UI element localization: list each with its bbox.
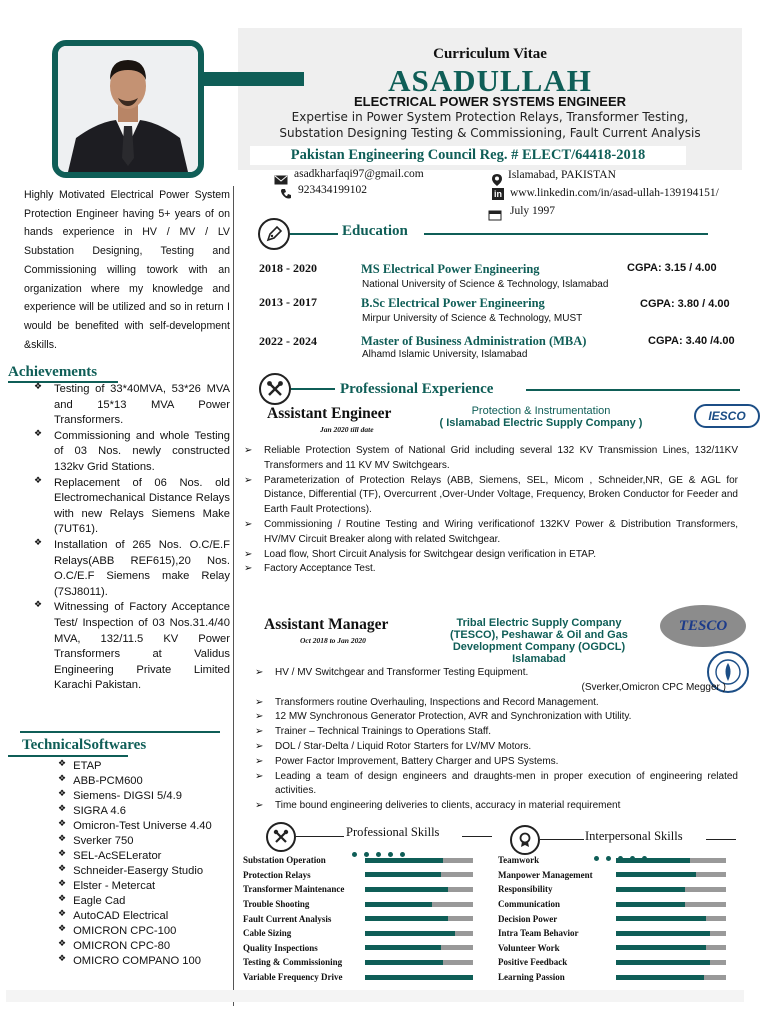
- email-icon: [274, 170, 290, 181]
- skill-bar: [365, 960, 473, 965]
- diamond-bullet-icon: ❖: [58, 774, 67, 784]
- responsibility: Transformers routine Overhauling, Inspections and Record Management.: [275, 696, 599, 708]
- skill-row: [498, 911, 738, 926]
- education-rule-left: [290, 233, 338, 235]
- arrow-bullet-icon: ➢: [244, 518, 253, 530]
- arrow-bullet-icon: ➢: [244, 548, 253, 560]
- soft-skills-rule-right: [706, 839, 736, 840]
- skill-bar: [365, 858, 473, 863]
- diamond-bullet-icon: ❖: [58, 924, 67, 934]
- skill-row: [498, 941, 738, 956]
- education-heading: Education: [342, 223, 408, 239]
- list-item: [255, 666, 738, 681]
- skill-label: Responsibility: [498, 884, 553, 895]
- list-item: [58, 924, 228, 939]
- list-item: [58, 789, 228, 804]
- interpersonal-skills-heading: Interpersonal Skills: [585, 829, 683, 843]
- skill-bar: [365, 931, 473, 936]
- cv-label: Curriculum Vitae: [433, 46, 547, 62]
- skill-row: [243, 926, 483, 941]
- arrow-bullet-icon: ➢: [255, 740, 264, 752]
- pro-skills-rule-right: [462, 836, 492, 837]
- experience-rule: [526, 389, 740, 391]
- software-name: Eagle Cad: [73, 895, 126, 907]
- candidate-role: ELECTRICAL POWER SYSTEMS ENGINEER: [353, 94, 627, 109]
- diamond-bullet-icon: ❖: [58, 864, 67, 874]
- skill-bar: [616, 858, 726, 863]
- skill-bar-fill: [616, 858, 690, 863]
- skill-bar-fill: [365, 902, 432, 907]
- responsibility: Commissioning / Routine Testing and Wiring verificationof 132KV Power & Distribution Transformers, HV/MV Circuit Breaker along with related Switchgear.: [264, 518, 738, 545]
- responsibility: DOL / Star-Delta / Liquid Rotor Starters for LV/MV Motors.: [275, 740, 532, 752]
- software-name: OMICRON CPC-100: [73, 925, 177, 937]
- job2-responsibilities: [255, 666, 738, 814]
- list-item: [58, 954, 228, 969]
- skill-label: Manpower Management: [498, 869, 593, 880]
- skill-row: [498, 868, 738, 883]
- responsibility: (Sverker,Omicron CPC Megger ): [581, 681, 726, 693]
- skill-row: [243, 882, 483, 897]
- list-item: [255, 681, 738, 696]
- skill-label: Substation Operation: [243, 855, 326, 866]
- pro-skills-heading: Professional Skills: [346, 825, 440, 839]
- education-degree: Master of Business Administration (MBA): [361, 334, 587, 348]
- skill-row: [498, 853, 738, 868]
- skill-row: [243, 853, 483, 868]
- software-name: OMICRO COMPANO 100: [73, 955, 201, 967]
- list-item: ❖ Commissioning and whole Testing of 03 Nos. newly constructed 132kv Grid Stations.: [34, 429, 230, 476]
- list-item: [255, 770, 738, 800]
- iesco-logo: IESCO: [694, 404, 760, 428]
- diamond-bullet-icon: ❖: [34, 428, 43, 439]
- skill-bar-fill: [616, 887, 685, 892]
- skill-bar: [616, 975, 726, 980]
- skill-bar-fill: [365, 975, 473, 980]
- tools-icon: [266, 822, 296, 852]
- skill-bar: [616, 872, 726, 877]
- education-school: Alhamd Islamic University, Islamabad: [362, 349, 528, 360]
- arrow-bullet-icon: ➢: [255, 696, 264, 708]
- skill-row: [243, 911, 483, 926]
- list-item: [58, 939, 228, 954]
- candidate-name: ASADULLAH: [388, 63, 592, 98]
- skill-bar-fill: [365, 931, 455, 936]
- responsibility: Factory Acceptance Test.: [264, 563, 376, 575]
- skill-label: Testing & Commissioning: [243, 957, 343, 968]
- diamond-bullet-icon: ❖: [34, 600, 43, 611]
- list-item: [255, 710, 738, 725]
- arrow-bullet-icon: [255, 681, 275, 696]
- education-icon: [258, 218, 290, 250]
- skill-bar: [616, 960, 726, 965]
- skill-bar-fill: [365, 858, 443, 863]
- skill-row: [243, 941, 483, 956]
- software-name: Omicron-Test Universe 4.40: [73, 820, 212, 832]
- responsibility: Parameterization of Protection Relays (ABB, Siemens, SEL, Micom , Schneider,NR, GE & AGL for Distance, Differential (TF), Overcurrent ,Over-Under Voltage, Frequency, Broken Conductor for Feeder and Earth Fault Protections).: [264, 474, 738, 516]
- list-item: [58, 894, 228, 909]
- profile-summary: Highly Motivated Electrical Power System Protection Engineer having 5+ years of on hands experience in HV / MV / LV Substation Designing, Testing and Commissioning willing towork with an organization where my knowledge and experience will be utilized and so in return I would be benefited with self-development &skills.: [24, 189, 230, 351]
- pro-skills-rule-left: [296, 836, 344, 837]
- education-cgpa: CGPA: 3.15 / 4.00: [627, 262, 717, 274]
- skill-bar: [616, 887, 726, 892]
- skill-bar-fill: [616, 902, 685, 907]
- list-item: [255, 725, 738, 740]
- skill-bar: [616, 931, 726, 936]
- arrow-bullet-icon: ➢: [244, 445, 253, 456]
- achievements-list: [34, 382, 230, 694]
- skill-row: [243, 955, 483, 970]
- arrow-bullet-icon: ➢: [255, 711, 264, 723]
- date-of-birth: July 1997: [510, 205, 556, 217]
- linkedin-url[interactable]: www.linkedin.com/in/asad-ullah-139194151/: [510, 187, 719, 199]
- company-name: Protection & Instrumentation ( Islamabad Electric Supply Company ): [439, 405, 643, 429]
- list-item: [58, 849, 228, 864]
- education-school: National University of Science & Technology, Islamabad: [362, 279, 609, 290]
- skill-bar: [365, 975, 473, 980]
- list-item: [244, 474, 738, 518]
- job-dates: Oct 2018 to Jan 2020: [300, 636, 366, 645]
- list-item: [244, 444, 738, 474]
- education-years: 2018 - 2020: [259, 261, 317, 275]
- education-rule: [424, 233, 708, 235]
- list-item: ❖ Testing of 33*40MVA, 53*26 MVA and 15*13 MVA Power Transformers.: [34, 382, 230, 429]
- education-degree: B.Sc Electrical Power Engineering: [361, 296, 545, 310]
- skill-label: Cable Sizing: [243, 928, 292, 939]
- email[interactable]: asadkharfaqi97@gmail.com: [294, 168, 424, 180]
- skill-bar: [365, 887, 473, 892]
- medal-icon: [510, 825, 540, 855]
- arrow-bullet-icon: ➢: [255, 770, 264, 782]
- skill-bar-fill: [616, 945, 706, 950]
- software-name: ETAP: [73, 760, 102, 772]
- skill-bar-fill: [365, 945, 441, 950]
- diamond-bullet-icon: ❖: [58, 894, 67, 904]
- education-cgpa: CGPA: 3.40 /4.00: [648, 335, 735, 347]
- software-name: AutoCAD Electrical: [73, 910, 169, 922]
- diamond-bullet-icon: ❖: [58, 849, 67, 859]
- software-name: SIGRA 4.6: [73, 805, 126, 817]
- education-school: Mirpur University of Science & Technology, MUST: [362, 313, 583, 324]
- list-item: [255, 740, 738, 755]
- software-name: OMICRON CPC-80: [73, 940, 171, 952]
- arrow-bullet-icon: ➢: [255, 667, 264, 678]
- skill-label: Volunteer Work: [498, 942, 560, 953]
- software-name: Schneider-Easergy Studio: [73, 865, 204, 877]
- software-name: Elster - Metercat: [73, 880, 156, 892]
- education-years: 2013 - 2017: [259, 295, 317, 309]
- list-item: [58, 909, 228, 924]
- skill-label: Communication: [498, 899, 561, 910]
- skill-label: Positive Feedback: [498, 957, 568, 968]
- skill-bar: [616, 945, 726, 950]
- diamond-bullet-icon: ❖: [58, 909, 67, 919]
- diamond-bullet-icon: ❖: [58, 939, 67, 949]
- software-rule-top: [20, 731, 220, 733]
- responsibility: Load flow, Short Circuit Analysis for Switchgear design verification in ETAP.: [264, 548, 597, 560]
- tesco-logo: TESCO: [660, 605, 746, 647]
- list-item: [58, 774, 228, 789]
- list-item: [244, 548, 738, 563]
- skill-label: Learning Passion: [498, 972, 565, 983]
- profile-photo: [52, 40, 204, 178]
- diamond-bullet-icon: ❖: [34, 382, 43, 392]
- software-name: ABB-PCM600: [73, 775, 143, 787]
- skill-label: Fault Current Analysis: [243, 913, 332, 924]
- diamond-bullet-icon: ❖: [34, 475, 43, 486]
- responsibility: Reliable Protection System of National Grid including several 132 KV Transmission Lines, 132/11KV Transformers and 11 KV MV Switchgears.: [264, 445, 738, 471]
- skill-bar: [365, 902, 473, 907]
- education-cgpa: CGPA: 3.80 / 4.00: [640, 298, 730, 310]
- location: Islamabad, PAKISTAN: [508, 169, 616, 181]
- skill-label: Transformer Maintenance: [243, 884, 345, 895]
- footer-band: [6, 990, 744, 1002]
- list-item: [58, 759, 228, 774]
- software-list: [58, 759, 228, 969]
- list-item: [58, 879, 228, 894]
- experience-heading: Professional Experience: [340, 381, 494, 397]
- skill-bar: [365, 916, 473, 921]
- skill-bar: [365, 945, 473, 950]
- diamond-bullet-icon: ❖: [58, 789, 67, 799]
- list-item: [255, 755, 738, 770]
- list-item: [58, 804, 228, 819]
- diamond-bullet-icon: ❖: [34, 537, 43, 548]
- diamond-bullet-icon: ❖: [58, 954, 67, 964]
- calendar-icon: [488, 206, 502, 218]
- diamond-bullet-icon: ❖: [58, 834, 67, 844]
- list-item: [58, 834, 228, 849]
- linkedin-icon: in: [494, 189, 502, 199]
- software-heading: TechnicalSoftwares: [22, 737, 147, 753]
- skill-bar-fill: [365, 887, 448, 892]
- job-title: Assistant Manager: [264, 616, 389, 633]
- skill-bar-fill: [365, 872, 441, 877]
- responsibility: Power Factor Improvement, Battery Charger and UPS Systems.: [275, 755, 559, 767]
- phone-icon: [280, 185, 292, 197]
- responsibility: Leading a team of design engineers and draughts-men in proper execution of engineering related activities.: [275, 770, 738, 797]
- software-name: Sverker 750: [73, 835, 134, 847]
- software-rule: [8, 755, 128, 757]
- job-title: Assistant Engineer: [267, 405, 392, 422]
- skill-label: Variable Frequency Drive: [243, 972, 343, 983]
- tools-icon: [259, 373, 291, 405]
- tagline-line-1: Expertise in Power System Protection Relays, Transformer Testing,: [291, 110, 689, 124]
- skill-bar-fill: [616, 872, 696, 877]
- education-years: 2022 - 2024: [259, 334, 317, 348]
- skill-label: Trouble Shooting: [243, 899, 310, 910]
- responsibility: Time bound engineering deliveries to clients, accuracy in material requirement: [275, 800, 621, 812]
- skill-label: Teamwork: [498, 855, 540, 866]
- skill-label: Protection Relays: [243, 869, 311, 880]
- experience-rule-left: [291, 388, 335, 390]
- list-item: [244, 518, 738, 548]
- diamond-bullet-icon: ❖: [58, 759, 67, 769]
- column-divider: [233, 186, 234, 1006]
- arrow-bullet-icon: ➢: [255, 755, 264, 767]
- arrow-bullet-icon: ➢: [255, 726, 264, 738]
- skill-bar-fill: [616, 916, 706, 921]
- diamond-bullet-icon: ❖: [58, 819, 67, 829]
- skill-label: Intra Team Behavior: [498, 928, 579, 939]
- achievements-heading: Achievements: [8, 364, 98, 380]
- registration-number: Pakistan Engineering Council Reg. # ELECT/64418-2018: [250, 146, 686, 165]
- job-dates: Jan 2020 till date: [320, 425, 374, 434]
- responsibility: 12 MW Synchronous Generator Protection, AVR and Synchronization with Utility.: [275, 711, 632, 723]
- skill-row: [243, 897, 483, 912]
- software-name: Siemens- DIGSI 5/4.9: [73, 790, 182, 802]
- responsibility: Trainer – Technical Trainings to Operations Staff.: [275, 726, 492, 738]
- professional-skills-list: [243, 853, 483, 984]
- tagline-line-2: Substation Designing Testing & Commissioning, Fault Current Analysis: [279, 126, 701, 140]
- skill-row: [498, 970, 738, 985]
- list-item: [255, 696, 738, 711]
- skill-bar: [365, 872, 473, 877]
- diamond-bullet-icon: ❖: [58, 804, 67, 814]
- list-item: ❖ Replacement of 06 Nos. old Electromechanical Distance Relays with new Relays Siemens Make (7UT61).: [34, 476, 230, 538]
- arrow-bullet-icon: ➢: [255, 800, 264, 812]
- skill-row: [243, 970, 483, 985]
- arrow-bullet-icon: ➢: [244, 474, 253, 486]
- list-item: [255, 799, 738, 814]
- responsibility: HV / MV Switchgear and Transformer Testing Equipment.: [275, 667, 529, 678]
- skill-bar-fill: [616, 931, 710, 936]
- skill-bar-fill: [616, 975, 704, 980]
- interpersonal-skills-list: [498, 853, 738, 984]
- company-name: Tribal Electric Supply Company (TESCO), Peshawar & Oil and Gas Development Company (OGDCL) Islamabad: [450, 617, 628, 665]
- diamond-bullet-icon: ❖: [58, 879, 67, 889]
- skill-label: Decision Power: [498, 913, 558, 924]
- skill-bar-fill: [616, 960, 710, 965]
- skill-bar-fill: [365, 916, 448, 921]
- location-icon: [492, 171, 502, 183]
- skill-row: [498, 926, 738, 941]
- skill-row: [243, 868, 483, 883]
- phone: 923434199102: [298, 184, 367, 196]
- list-item: ❖ Installation of 265 Nos. O.C/E.F Relays(ABB REF615),20 Nos. O.C/E.F Siemens make Relay (7SJ8011).: [34, 538, 230, 600]
- skill-row: [498, 882, 738, 897]
- list-item: [58, 864, 228, 879]
- skill-label: Quality Inspections: [243, 942, 318, 953]
- skill-bar: [616, 916, 726, 921]
- skill-bar-fill: [365, 960, 443, 965]
- arrow-bullet-icon: ➢: [244, 563, 253, 575]
- list-item: ❖ Witnessing of Factory Acceptance Test/ Inspection of 03 Nos.31.4/40 MVA, 132/11.5 KV Power Transformers at Validus Engineering Private Limited Karachi Pakistan.: [34, 600, 230, 694]
- education-degree: MS Electrical Power Engineering: [361, 262, 540, 276]
- skill-row: [498, 897, 738, 912]
- job1-responsibilities: [244, 444, 738, 577]
- soft-skills-rule-left: [540, 839, 584, 840]
- skill-bar: [616, 902, 726, 907]
- list-item: [58, 819, 228, 834]
- list-item: [244, 562, 738, 577]
- skill-row: [498, 955, 738, 970]
- software-name: SEL-AcSELerator: [73, 850, 162, 862]
